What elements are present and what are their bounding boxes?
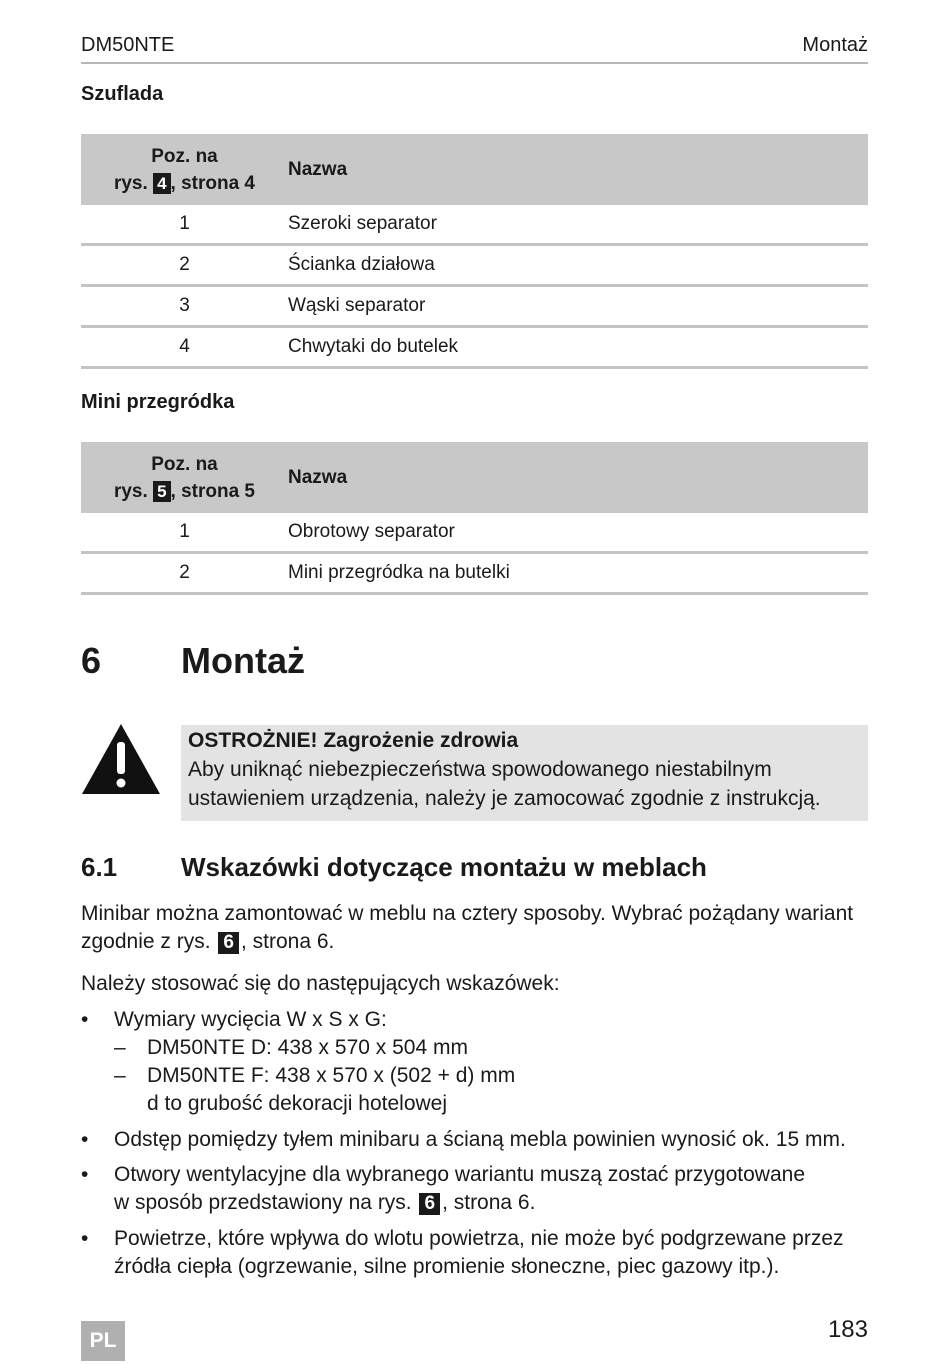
model-name: DM50NTE (81, 34, 175, 56)
intro-paragraph: Minibar można zamontować w meblu na cztery sposoby. Wybrać pożądany wariant (81, 902, 854, 925)
table-row: 2 Ścianka działowa (81, 245, 868, 286)
bullet-icon: • (81, 1128, 89, 1151)
figure-number: 6 (419, 1193, 440, 1215)
mini-heading: Mini przegródka (81, 391, 235, 413)
bullet-icon: • (81, 1163, 89, 1186)
subsection-title: Wskazówki dotyczące montażu w meblach (181, 852, 707, 882)
intro-paragraph-cont: zgodnie z rys. 6 , strona 6. (81, 930, 335, 953)
name-column-header: Nazwa (288, 466, 348, 488)
figure-number: 6 (218, 932, 239, 954)
warning-triangle-icon (80, 722, 162, 796)
warning-text: ustawieniem urządzenia, należy je zamocować zgodnie z instrukcją. (188, 787, 821, 810)
page-header (81, 32, 868, 64)
table-header-row (81, 134, 868, 205)
language-badge: PL (81, 1321, 125, 1361)
table-row: 1 Obrotowy separator (81, 513, 868, 553)
figure-number: 5 (153, 481, 170, 502)
subsection-number: 6.1 (81, 852, 118, 882)
table-row: 3 Wąski separator (81, 286, 868, 327)
name-column-header: Nazwa (288, 158, 348, 180)
warning-text: Aby uniknąć niebezpieczeństwa spowodowanego niestabilnym (188, 758, 772, 781)
bullet-icon: • (81, 1227, 89, 1250)
table-row: 2 Mini przegródka na butelki (81, 553, 868, 594)
drawer-heading: Szuflada (81, 83, 164, 105)
warning-title: OSTROŻNIE! Zagrożenie zdrowia (188, 729, 519, 752)
warning-box (181, 725, 868, 821)
position-column-header: Poz. na rys. 5 , strona 5 (113, 453, 256, 502)
table-row: 1 Szeroki separator (81, 205, 868, 245)
table-row: 4 Chwytaki do butelek (81, 327, 868, 368)
table-header-row (81, 442, 868, 513)
page-number: 183 (827, 1316, 868, 1343)
section-number: 6 (81, 640, 102, 681)
position-column-header: Poz. na rys. 4 , strona 4 (113, 145, 256, 194)
chapter-name: Montaż (802, 34, 868, 56)
section-title: Montaż (181, 640, 305, 681)
notes-intro: Należy stosować się do następujących wskazówek: (81, 972, 560, 995)
mini-parts-table (81, 442, 868, 595)
bullet-icon: • (81, 1008, 89, 1031)
drawer-parts-table (81, 134, 868, 369)
figure-number: 4 (153, 173, 170, 194)
